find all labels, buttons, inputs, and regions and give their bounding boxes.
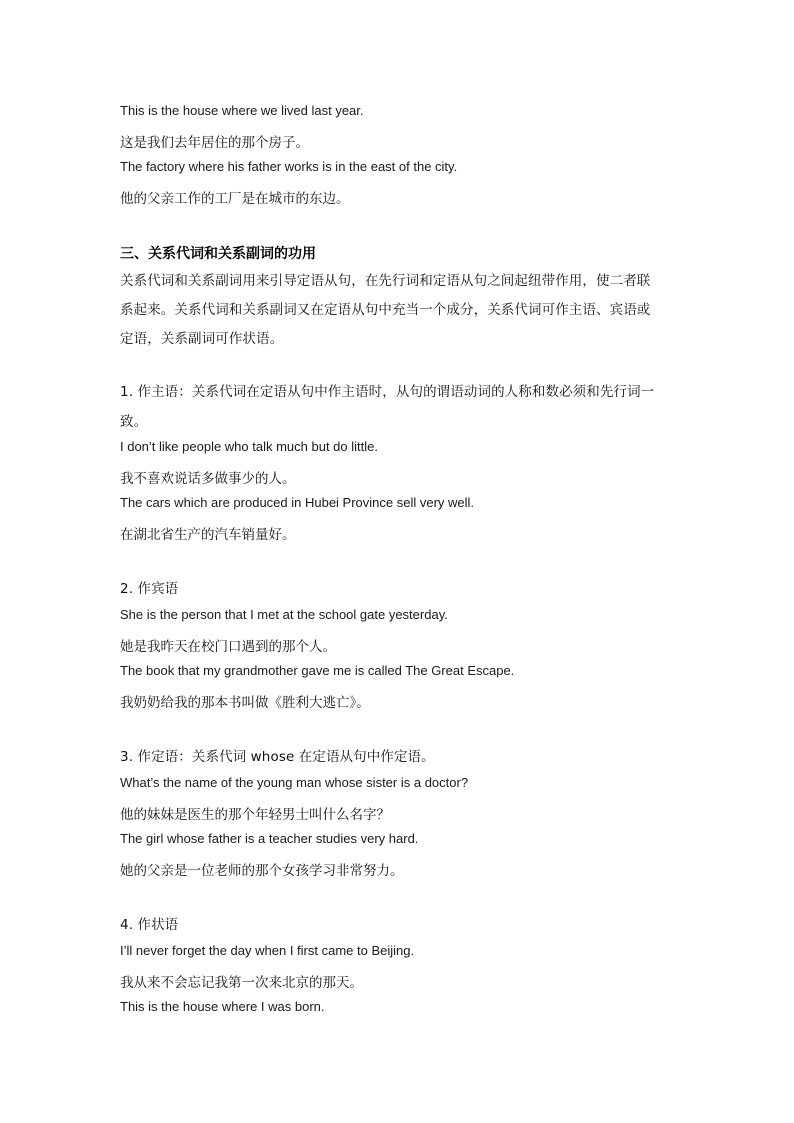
example-sentence-en: The factory where his father works is in the east of the city. (120, 159, 458, 174)
example-translation-zh: 我不喜欢说话多做事少的人。 (120, 471, 296, 487)
example-translation-zh: 在湖北省生产的汽车销量好。 (120, 527, 296, 543)
document-page (120, 0, 680, 1123)
example-sentence-en: I don’t like people who talk much but do little. (120, 439, 378, 454)
example-sentence-en: I’ll never forget the day when I first came to Beijing. (120, 943, 415, 958)
example-sentence-en: The cars which are produced in Hubei Province sell very well. (120, 495, 475, 510)
example-sentence-en: The girl whose father is a teacher studies very hard. (120, 831, 419, 846)
example-translation-zh: 我奶奶给我的那本书叫做《胜利大逃亡》。 (120, 695, 370, 711)
section-intro-line: 关系代词和关系副词用来引导定语从句，在先行词和定语从句之间起纽带作用，使二者联 (120, 273, 651, 289)
section-intro-line: 系起来。关系代词和关系副词又在定语从句中充当一个成分，关系代词可作主语、宾语或 (120, 302, 651, 318)
example-sentence-en: This is the house where we lived last year. (120, 103, 364, 118)
item-heading: 3. 作定语：关系代词 whose 在定语从句中作定语。 (120, 749, 435, 765)
example-translation-zh: 这是我们去年居住的那个房子。 (120, 135, 309, 151)
section-intro-line: 定语，关系副词可作状语。 (120, 331, 284, 347)
example-translation-zh: 她是我昨天在校门口遇到的那个人。 (120, 639, 336, 655)
example-sentence-en: The book that my grandmother gave me is called The Great Escape. (120, 663, 515, 678)
item-heading: 2. 作宾语 (120, 581, 179, 597)
example-translation-zh: 她的父亲是一位老师的那个女孩学习非常努力。 (120, 863, 404, 879)
example-translation-zh: 我从来不会忘记我第一次来北京的那天。 (120, 975, 363, 991)
item-heading: 致。 (120, 414, 148, 430)
item-heading: 4. 作状语 (120, 917, 179, 933)
example-translation-zh: 他的妹妹是医生的那个年轻男士叫什么名字？ (120, 807, 390, 823)
example-sentence-en: This is the house where I was born. (120, 999, 325, 1014)
example-translation-zh: 他的父亲工作的工厂是在城市的东边。 (120, 191, 350, 207)
example-sentence-en: What’s the name of the young man whose sister is a doctor? (120, 775, 469, 790)
item-heading: 1. 作主语：关系代词在定语从句中作主语时，从句的谓语动词的人称和数必须和先行词一 (120, 384, 655, 400)
example-sentence-en: She is the person that I met at the school gate yesterday. (120, 607, 448, 622)
section-heading: 三、关系代词和关系副词的功用 (120, 246, 316, 262)
